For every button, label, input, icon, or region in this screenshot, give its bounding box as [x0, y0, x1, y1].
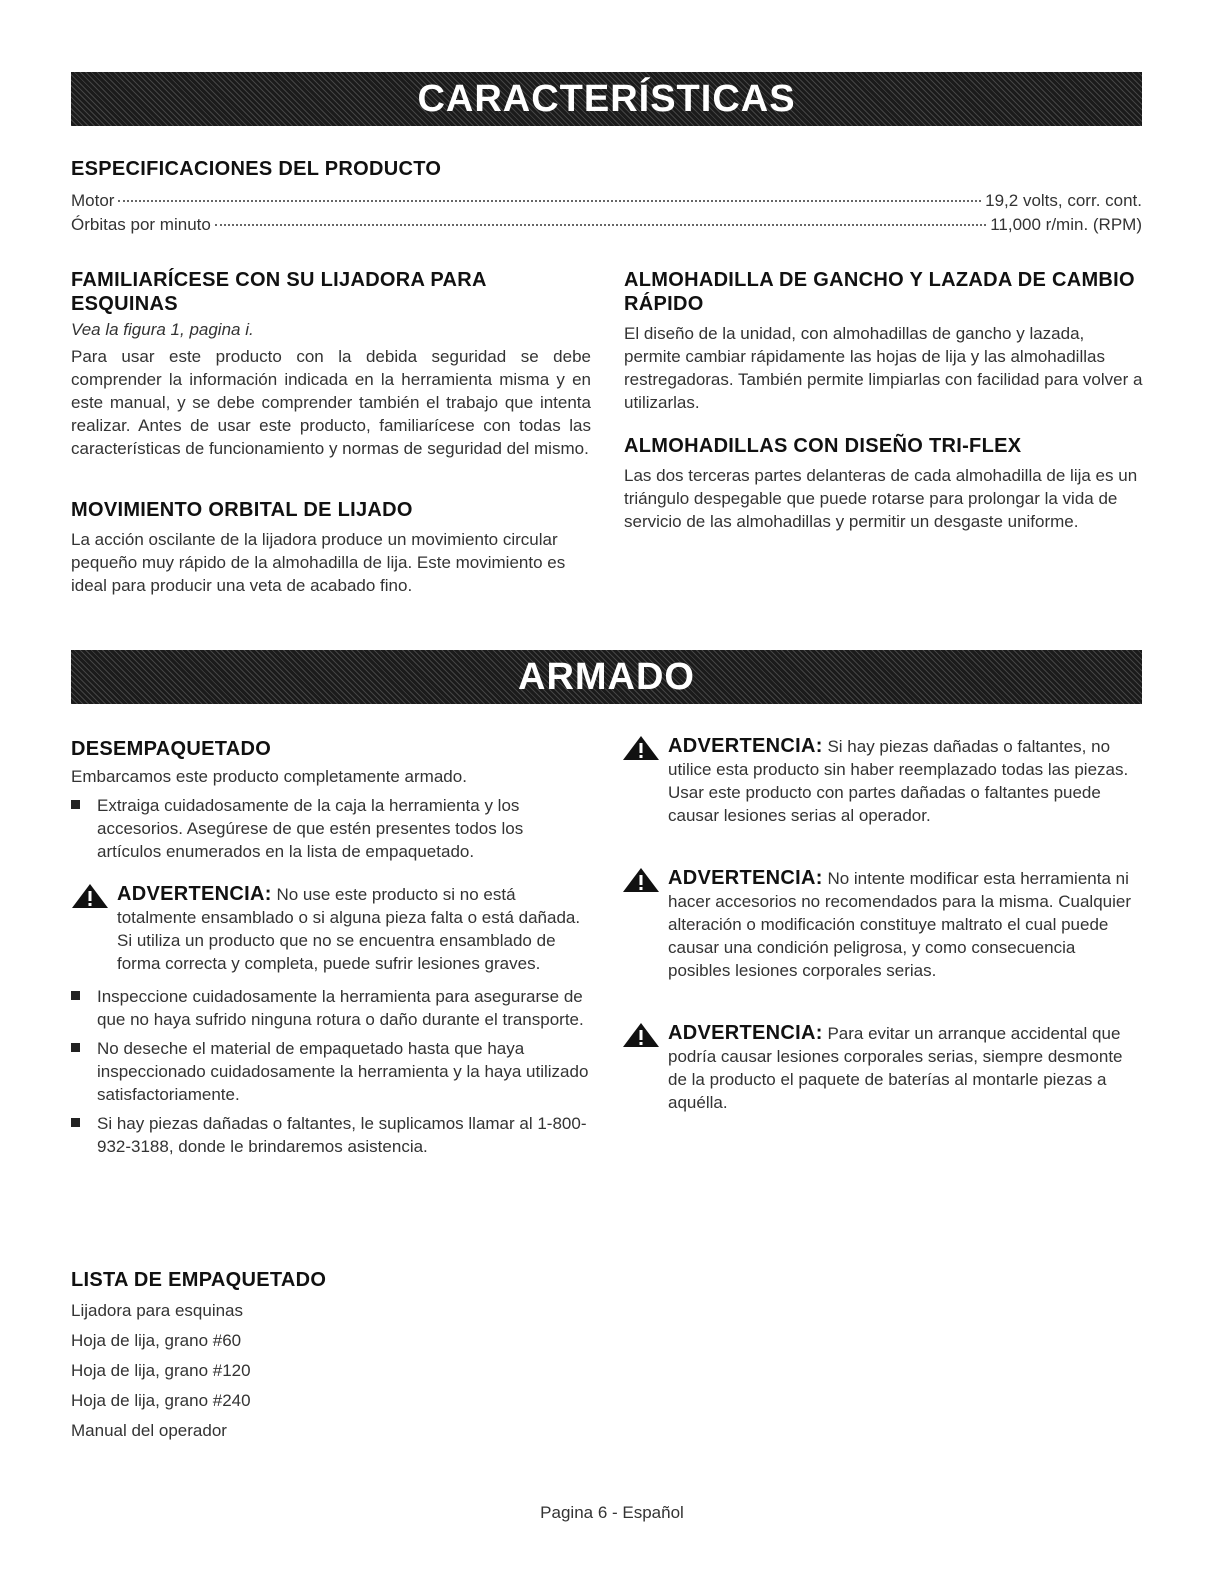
- warning-block: [622, 867, 1142, 982]
- triflex-section: [624, 434, 1144, 533]
- orbital-title: MOVIMIENTO ORBITAL DE LIJADO: [71, 499, 413, 521]
- spec-value: 11,000 r/min. (RPM): [990, 215, 1142, 234]
- list-item: Manual del operador: [71, 1421, 227, 1440]
- warning-label: ADVERTENCIA:: [668, 1022, 823, 1044]
- spec-value: 19,2 volts, corr. cont.: [985, 191, 1142, 210]
- warning-label: ADVERTENCIA:: [668, 867, 823, 889]
- gancho-section: [624, 268, 1144, 414]
- orbital-text: La acción oscilante de la lijadora produce un movimiento circular pequeño muy rápido de la almohadilla de lija. Este movimiento es ideal para producir una veta de acabado fino.: [71, 530, 566, 595]
- desempaquetado-intro: Embarcamos este producto completamente armado.: [71, 767, 467, 786]
- product-specs: [71, 157, 1142, 237]
- list-item: Hoja de lija, grano #240: [71, 1391, 251, 1410]
- warning-block: [622, 1022, 1142, 1114]
- caracteristicas-title: CARACTERÍSTICAS: [417, 77, 796, 120]
- bullet-square-icon: [71, 991, 80, 1000]
- list-item: Hoja de lija, grano #120: [71, 1361, 251, 1380]
- armado-title: ARMADO: [518, 655, 695, 698]
- warning-triangle-icon: [622, 1022, 660, 1048]
- armado-banner: [71, 650, 1142, 704]
- triflex-title: ALMOHADILLAS CON DISEÑO TRI-FLEX: [624, 435, 1022, 457]
- bullet-square-icon: [71, 1118, 80, 1127]
- dot-leader: [215, 224, 986, 226]
- warning-text: Si hay piezas dañadas o faltantes, no utilice esta producto sin haber reemplazado todas las piezas. Usar este producto con partes dañadas o faltantes puede causar lesiones serias al operador.: [668, 737, 1129, 825]
- bullet-square-icon: [71, 1043, 80, 1052]
- list-item: Extraiga cuidadosamente de la caja la herramienta y los accesorios. Asegúrese de que estén presentes todos los artículos enumerados en la lista de empaquetado.: [71, 794, 591, 863]
- page-footer: Pagina 6 - Español: [540, 1503, 684, 1522]
- spec-row: [71, 189, 1142, 213]
- bullet-square-icon: [71, 800, 80, 809]
- caracteristicas-banner: [71, 72, 1142, 126]
- list-item: Lijadora para esquinas: [71, 1301, 244, 1320]
- warning-label: ADVERTENCIA:: [668, 735, 823, 757]
- warning-block: [71, 883, 591, 975]
- spec-row: [71, 213, 1142, 237]
- list-item: Hoja de lija, grano #60: [71, 1331, 242, 1350]
- lista-title: LISTA DE EMPAQUETADO: [71, 1269, 327, 1291]
- lista-section: [71, 1268, 591, 1446]
- triflex-text: Las dos terceras partes delanteras de cada almohadilla de lija es un triángulo despegable que puede rotarse para prolongar la vida de servicio de las almohadillas y permitir un desgaste uniforme.: [624, 466, 1138, 531]
- list-item: Si hay piezas dañadas o faltantes, le suplicamos llamar al 1-800-932-3188, donde le brindaremos asistencia.: [71, 1112, 591, 1158]
- warning-triangle-icon: [622, 867, 660, 893]
- desempaquetado-section: [71, 737, 591, 1164]
- warning-label: ADVERTENCIA:: [117, 883, 272, 905]
- list-item: Inspeccione cuidadosamente la herramienta para asegurarse de que no haya sufrido ninguna rotura o daño durante el transporte.: [71, 985, 591, 1031]
- desempaquetado-title: DESEMPAQUETADO: [71, 738, 272, 760]
- gancho-text: El diseño de la unidad, con almohadillas de gancho y lazada, permite cambiar rápidamente las hojas de lija y las almohadillas restregadoras. También permite limpiarlas con facilidad para volver a utilizarlas.: [624, 324, 1143, 412]
- dot-leader: [118, 200, 981, 202]
- warnings-right: [622, 735, 1142, 1114]
- warning-text: No intente modificar esta herramienta ni hacer accesorios no recomendados para la misma. Cualquier alteración o modificación constituye maltrato el cual puede causar una condición peligrosa, y como consecuencia posibles lesiones corporales serias.: [668, 869, 1132, 980]
- spec-label: Órbitas por minuto: [71, 215, 211, 234]
- warning-text: Para evitar un arranque accidental que podría causar lesiones corporales serias, siempre desmonte de la producto el paquete de baterías al montarle piezas a aquélla.: [668, 1024, 1123, 1112]
- gancho-title: ALMOHADILLA DE GANCHO Y LAZADA DE CAMBIO RÁPIDO: [624, 269, 1135, 315]
- warning-triangle-icon: [71, 883, 109, 909]
- warning-triangle-icon: [622, 735, 660, 761]
- specs-title: ESPECIFICACIONES DEL PRODUCTO: [71, 158, 442, 180]
- bullet-list: [71, 794, 591, 863]
- familiarice-title: FAMILIARÍCESE CON SU LIJADORA PARA ESQUINAS: [71, 269, 487, 315]
- figure-reference: Vea la figura 1, pagina i.: [71, 320, 254, 339]
- warning-block: [622, 735, 1142, 827]
- familiarice-section: [71, 268, 591, 460]
- familiarice-text: Para usar este producto con la debida seguridad se debe comprender la información indicada en la herramienta misma y en este manual, y se debe comprender también el trabajo que intenta realizar. Antes de usar este producto, familiarícese con todas las características de funcionamiento y normas de seguridad del mismo.: [71, 347, 591, 458]
- spec-label: Motor: [71, 191, 115, 210]
- orbital-section: [71, 498, 591, 597]
- warning-text: No use este producto si no está totalmente ensamblado o si alguna pieza falta o está dañada. Si utiliza un producto que no se encuentra ensamblado de forma correcta y completa, puede sufrir lesiones graves.: [117, 885, 581, 973]
- bullet-list: [71, 985, 591, 1158]
- list-item: No deseche el material de empaquetado hasta que haya inspeccionado cuidadosamente la herramienta y la haya utilizado satisfactoriamente.: [71, 1037, 591, 1106]
- packing-list: [71, 1296, 591, 1446]
